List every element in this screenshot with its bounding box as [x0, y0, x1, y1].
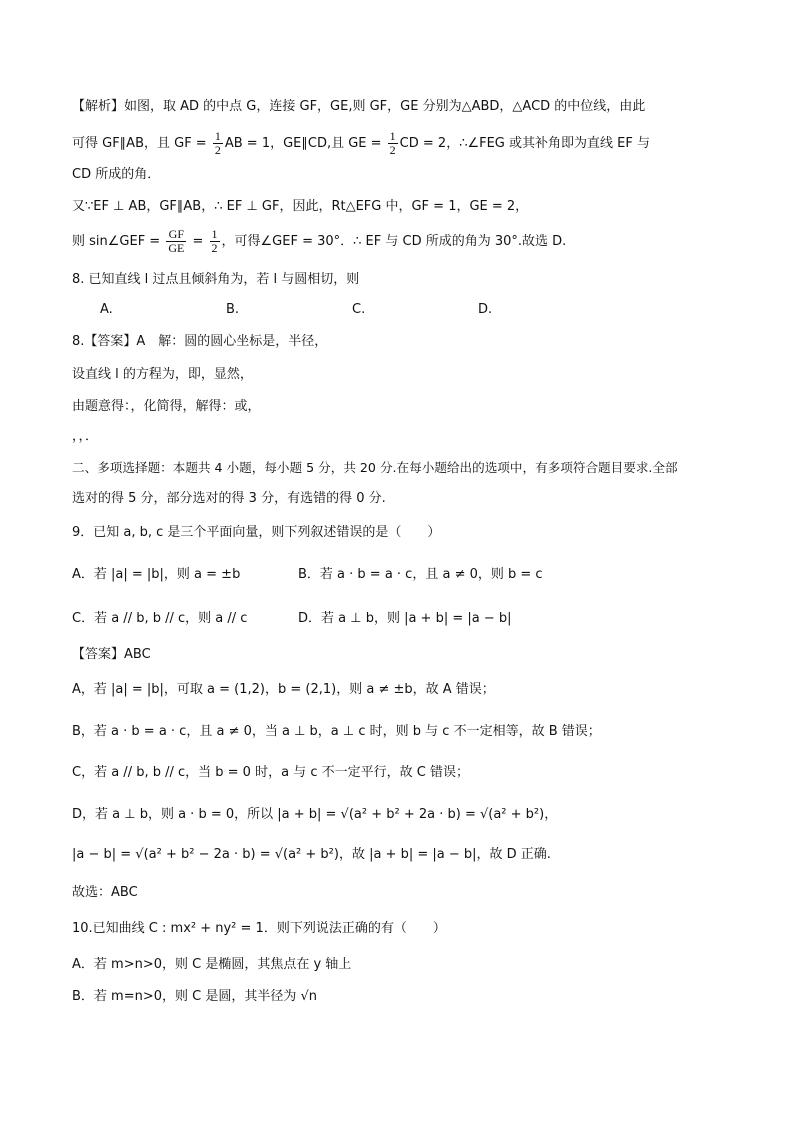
q8-option-a: A.	[100, 302, 113, 317]
q9-option-b: B．若 a · b = a · c，且 a ≠ 0，则 b = c	[298, 567, 543, 582]
q9-conclusion: 故选：ABC	[72, 885, 138, 900]
q9-answer: 【答案】ABC	[72, 647, 151, 662]
q8-solution-line-4: ，，．	[72, 429, 99, 444]
analysis-line-1: 【解析】如图，取 AD 的中点 G，连接 GF，GE,则 GF，GE 分别为△ABD，△ACD 的中位线，由此	[72, 99, 646, 114]
fraction-denominator: GE	[168, 241, 185, 255]
q10-stem: 10.已知曲线 C : mx² + ny² = 1．则下列说法正确的有（ ）	[72, 921, 446, 936]
section-2-heading-line-2: 选对的得 5 分，部分选对的得 3 分，有选错的得 0 分.	[72, 491, 386, 506]
q9-explanation-a: A，若 |a| = |b|，可取 a = (1,2)，b = (2,1)，则 a ≠ ±b，故 A 错误；	[72, 682, 495, 697]
fraction-denominator: 2	[389, 143, 396, 157]
q9-explanation-b: B，若 a · b = a · c，且 a ≠ 0，当 a ⊥ b，a ⊥ c 时，则 b 与 c 不一定相等，故 B 错误；	[72, 724, 601, 739]
fraction-half-1	[213, 130, 223, 157]
analysis-line-5	[72, 228, 566, 255]
fraction-numerator: GF	[166, 228, 186, 242]
analysis-line-5-a: 则 sin∠GEF =	[72, 234, 165, 249]
analysis-line-2-a: 可得 GF∥AB，且 GF =	[72, 136, 211, 151]
section-2-heading-line-1: 二、多项选择题：本题共 4 小题，每小题 5 分，共 20 分.在每小题给出的选项中，有多项符合题目要求.全部	[72, 460, 678, 475]
q8-answer: 8.【答案】A 解：圆的圆心坐标是，半径，	[72, 334, 328, 349]
fraction-numerator: 1	[214, 129, 221, 143]
fraction-half-3	[210, 228, 220, 255]
q9-explanation-d-2: |a − b| = √(a² + b² − 2a · b) = √(a² + b²)，故 |a + b| = |a − b|，故 D 正确.	[72, 847, 551, 862]
q9-option-a: A．若 |a| = |b|，则 a = ±b	[72, 567, 241, 582]
q9-explanation-d-1: D，若 a ⊥ b，则 a · b = 0，所以 |a + b| = √(a² + b² + 2a · b) = √(a² + b²)，	[72, 807, 558, 822]
q8-option-d: D.	[478, 302, 493, 317]
fraction-gf-ge	[166, 228, 186, 255]
q8-solution-line-3: 由题意得：，化简得，解得：或，	[72, 399, 261, 414]
q8-stem: 8. 已知直线 l 过点且倾斜角为，若 l 与圆相切，则	[72, 272, 360, 287]
fraction-numerator: 1	[211, 227, 218, 241]
q9-explanation-c: C，若 a // b, b // c，当 b = 0 时，a 与 c 不一定平行，故 C 错误；	[72, 765, 469, 780]
q8-solution-line-2: 设直线 l 的方程为，即，显然，	[72, 367, 253, 382]
fraction-half-2	[388, 130, 398, 157]
fraction-numerator: 1	[389, 129, 396, 143]
q8-option-c: C.	[352, 302, 366, 317]
analysis-line-4: 又∵EF ⊥ AB，GF∥AB，∴ EF ⊥ GF，因此，Rt△EFG 中，GF = 1，GE = 2，	[72, 199, 529, 214]
q9-stem: 9．已知 a, b, c 是三个平面向量，则下列叙述错误的是（ ）	[72, 525, 441, 540]
analysis-line-2-b: AB = 1，GE∥CD,且 GE =	[224, 136, 386, 151]
analysis-line-2	[72, 130, 650, 157]
analysis-line-3: CD 所成的角．	[72, 167, 161, 182]
q10-option-b: B．若 m=n>0，则 C 是圆，其半径为 √n	[72, 989, 318, 1004]
fraction-denominator: 2	[214, 143, 221, 157]
q9-option-c: C．若 a // b, b // c，则 a // c	[72, 611, 248, 626]
analysis-line-5-b: ，可得∠GEF = 30°．∴ EF 与 CD 所成的角为 30°.故选 D.	[221, 234, 567, 249]
fraction-denominator: 2	[211, 241, 218, 255]
equals-sign: =	[188, 234, 208, 249]
q9-option-d: D．若 a ⊥ b，则 |a + b| = |a − b|	[298, 611, 512, 626]
q10-option-a: A．若 m>n>0，则 C 是椭圆，其焦点在 y 轴上	[72, 957, 352, 972]
q8-option-b: B.	[226, 302, 240, 317]
analysis-line-2-c: CD = 2，∴∠FEG 或其补角即为直线 EF 与	[399, 136, 650, 151]
